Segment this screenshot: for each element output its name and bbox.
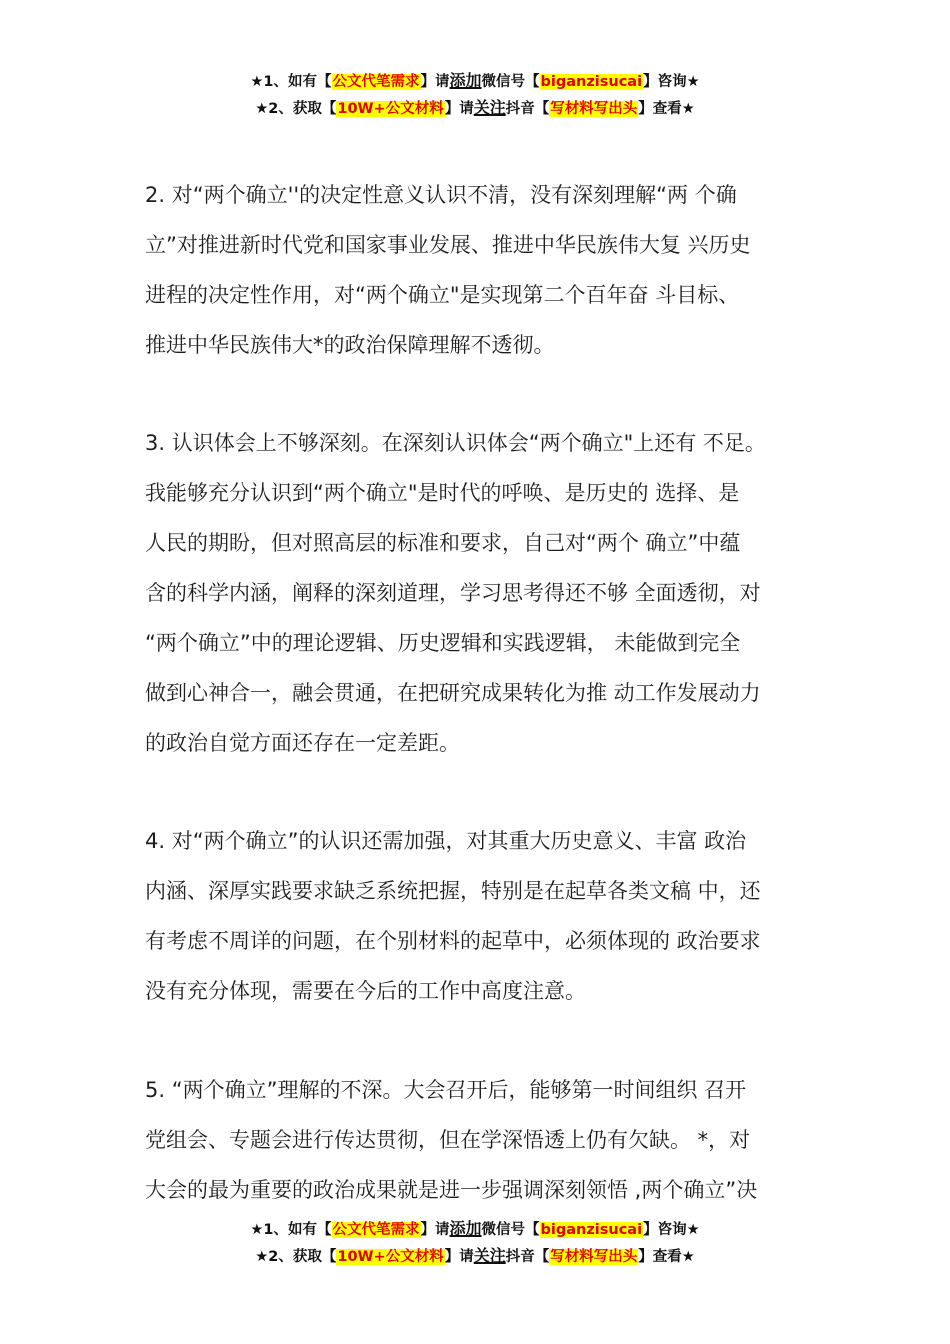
text-line: 推进中华民族伟大*的政治保障理解不透彻。 xyxy=(145,333,555,357)
text-line: 4. 对“两个确立”的认识还需加强，对其重大历史意义、丰富 政治 xyxy=(145,829,747,853)
text-line: 的政治自觉方面还存在一定差距。 xyxy=(145,731,460,755)
text-line: 我能够充分认识到“两个确立"是时代的呼唤、是历史的 选择、是 xyxy=(145,481,740,505)
banner-underline: 添加 xyxy=(449,1219,482,1238)
banner-text: 】请 xyxy=(420,74,450,90)
text-line: 有考虑不周详的问题，在个别材料的起草中，必须体现的 政治要求 xyxy=(145,929,761,953)
text-line: 5. “两个确立”理解的不深。大会召开后，能够第一时间组织 召开 xyxy=(145,1078,747,1102)
banner-highlight: 10W+公文材料 xyxy=(337,1249,444,1265)
text-line: 大会的最为重要的政治成果就是进一步强调深刻领悟 ,两个确立”决 xyxy=(145,1178,758,1202)
text-line: 2. 对“两个确立''的决定性意义认识不清，没有深刻理解“两 个确 xyxy=(145,183,737,207)
banner-highlight: biganzisucai xyxy=(540,74,643,90)
banner-text: 】请 xyxy=(444,1249,474,1265)
banner-text: 】查看★ xyxy=(638,101,695,117)
banner-text: 微信号【 xyxy=(481,1222,540,1238)
banner-text: 】咨询★ xyxy=(643,1222,700,1238)
banner-text: ★2、获取【 xyxy=(255,1249,337,1265)
paragraph-3 xyxy=(145,418,825,768)
text-line: 进程的决定性作用，对“两个确立"是实现第二个百年奋 斗目标、 xyxy=(145,283,740,307)
header-banner xyxy=(0,68,950,122)
text-line: 人民的期盼，但对照高层的标准和要求，自己对“两个 确立”中蕴 xyxy=(145,531,741,555)
banner-highlight: 写材料写出头 xyxy=(550,101,638,117)
banner-text: ★1、如有【 xyxy=(250,1222,332,1238)
banner-highlight: 公文代笔需求 xyxy=(332,1222,420,1238)
paragraph-4 xyxy=(145,816,825,1016)
paragraph-5 xyxy=(145,1065,825,1215)
banner-highlight: 10W+公文材料 xyxy=(337,101,444,117)
banner-text: 】请 xyxy=(444,101,474,117)
footer-banner xyxy=(0,1216,950,1270)
banner-line-1 xyxy=(0,1216,950,1243)
banner-underline: 关注 xyxy=(473,98,506,117)
text-line: 3. 认识体会上不够深刻。在深刻认识体会“两个确立"上还有 不足。 xyxy=(145,431,766,455)
banner-text: ★2、获取【 xyxy=(255,101,337,117)
banner-highlight: 写材料写出头 xyxy=(550,1249,638,1265)
banner-text: ★1、如有【 xyxy=(250,74,332,90)
banner-text: 微信号【 xyxy=(481,74,540,90)
text-line: 没有充分体现，需要在今后的工作中高度注意。 xyxy=(145,979,586,1003)
text-line: 党组会、专题会进行传达贯彻，但在学深悟透上仍有欠缺。 *，对 xyxy=(145,1128,751,1152)
banner-highlight: biganzisucai xyxy=(540,1222,643,1238)
banner-text: 抖音【 xyxy=(505,1249,550,1265)
banner-text: 】请 xyxy=(420,1222,450,1238)
banner-underline: 关注 xyxy=(473,1246,506,1265)
paragraph-2 xyxy=(145,170,825,370)
banner-text: 】咨询★ xyxy=(643,74,700,90)
text-line: 立”对推进新时代党和国家事业发展、推进中华民族伟大复 兴历史 xyxy=(145,233,751,257)
banner-text: 】查看★ xyxy=(638,1249,695,1265)
banner-line-2 xyxy=(0,95,950,122)
text-line: 含的科学内涵，阐释的深刻道理，学习思考得还不够 全面透彻，对 xyxy=(145,581,761,605)
banner-line-2 xyxy=(0,1243,950,1270)
text-line: “两个确立”中的理论逻辑、历史逻辑和实践逻辑， 未能做到完全 xyxy=(145,631,741,655)
text-line: 内涵、深厚实践要求缺乏系统把握，特别是在起草各类文稿 中，还 xyxy=(145,879,761,903)
text-line: 做到心神合一，融会贯通，在把研究成果转化为推 动工作发展动力 xyxy=(145,681,761,705)
banner-text: 抖音【 xyxy=(505,101,550,117)
banner-highlight: 公文代笔需求 xyxy=(332,74,420,90)
banner-line-1 xyxy=(0,68,950,95)
banner-underline: 添加 xyxy=(449,71,482,90)
